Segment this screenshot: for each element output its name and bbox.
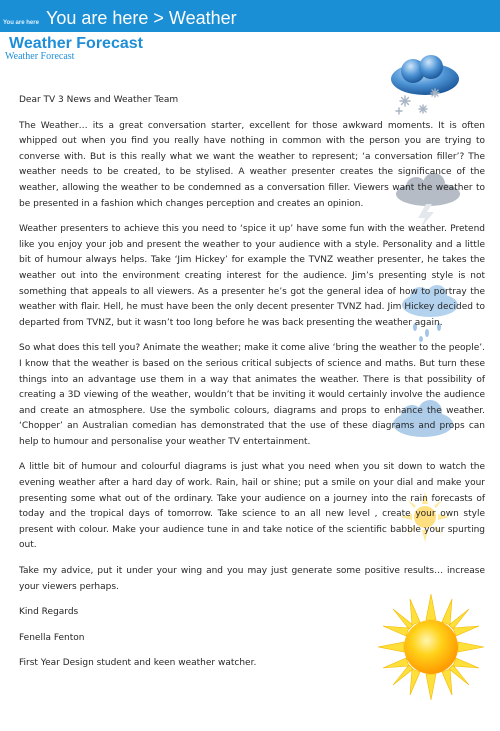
header-small-text: You are here: [3, 20, 39, 26]
paragraph-3: So what does this tell you? Animate the weather; make it come alive ‘bring the weather to the people’. I know that the weather is based on the serious critical subjects of science and maths. But turn these things into an advantage use them in a way that animates the weather. There is that possibility of creating a 3D viewing of the weather, wouldn’t that be inviting it would certainly involve the audience and create an atmosphere. Use the symbolic colours, diagrams and props to enhance the weather. ‘Chopper’ an Australian comedian has demonstrated that the use of these diagrams and props can help to humour and personalise your weather TV entertainment.: [19, 343, 485, 447]
salutation: Dear TV 3 News and Weather Team: [19, 95, 179, 105]
paragraph-2: Weather presenters to achieve this you need to ‘spice it up’ have some fun with the weather. Pretend like you enjoy your job and present the weather to your audience with a style. Personality and a little bit of humour always helps. Take ‘Jim Hickey’ for example the TVNZ weather presenter, he takes the weather out into the environment creating interest for the audience. Jim’s presenting style is not something that appeals to all viewers. As a presenter he’s got the general idea of how to portray the weather with flair. Hell, he must have been the only decent presenter TVNZ had. Jim Hickey decided to departed from TVNZ, but it wasn’t too long before he was back presenting the weather again.: [19, 224, 485, 328]
sign-off: First Year Design student and keen weather watcher.: [19, 658, 257, 669]
breadcrumb[interactable]: You are here > Weather: [46, 8, 237, 28]
header-bar: [0, 0, 500, 32]
closing: Kind Regards: [19, 607, 79, 618]
letter-body: [19, 93, 485, 672]
page-title: Weather Forecast: [9, 35, 143, 52]
paragraph-1: The Weather… its a great conversation starter, excellent for those awkward moments. It is often whipped out when you find you really have nothing in common with the person you are trying to converse with. But is this really what we want the weather to represent; ‘a conversation filler’? The weather needs to be created, to be stylised. A weather presenter creates the significance of the weather, allowing the weather to be condemned as a conversation filler. Viewers want the weather to be presented in a fashion which changes perception and creates an opinion.: [19, 120, 485, 209]
signature: Fenella Fenton: [19, 632, 85, 643]
paragraph-5: Take my advice, put it under your wing and you may just generate some positive results… increase your viewers perhaps.: [19, 566, 485, 592]
paragraph-4: A little bit of humour and colourful diagrams is just what you need when you sit down to watch the evening weather after a hard day of work. Rain, hail or shine; put a smile on your dial and make your presenting some what out of the ordinary. Take your audience on a journey into the rain forecasts of today and the tropical days of tomorrow. Take science to an all new level , create your own style present with colour. Make your audience tune in and take notice of the scientific babble your spurting out.: [19, 462, 485, 551]
page-subtitle: Weather Forecast: [5, 51, 75, 62]
